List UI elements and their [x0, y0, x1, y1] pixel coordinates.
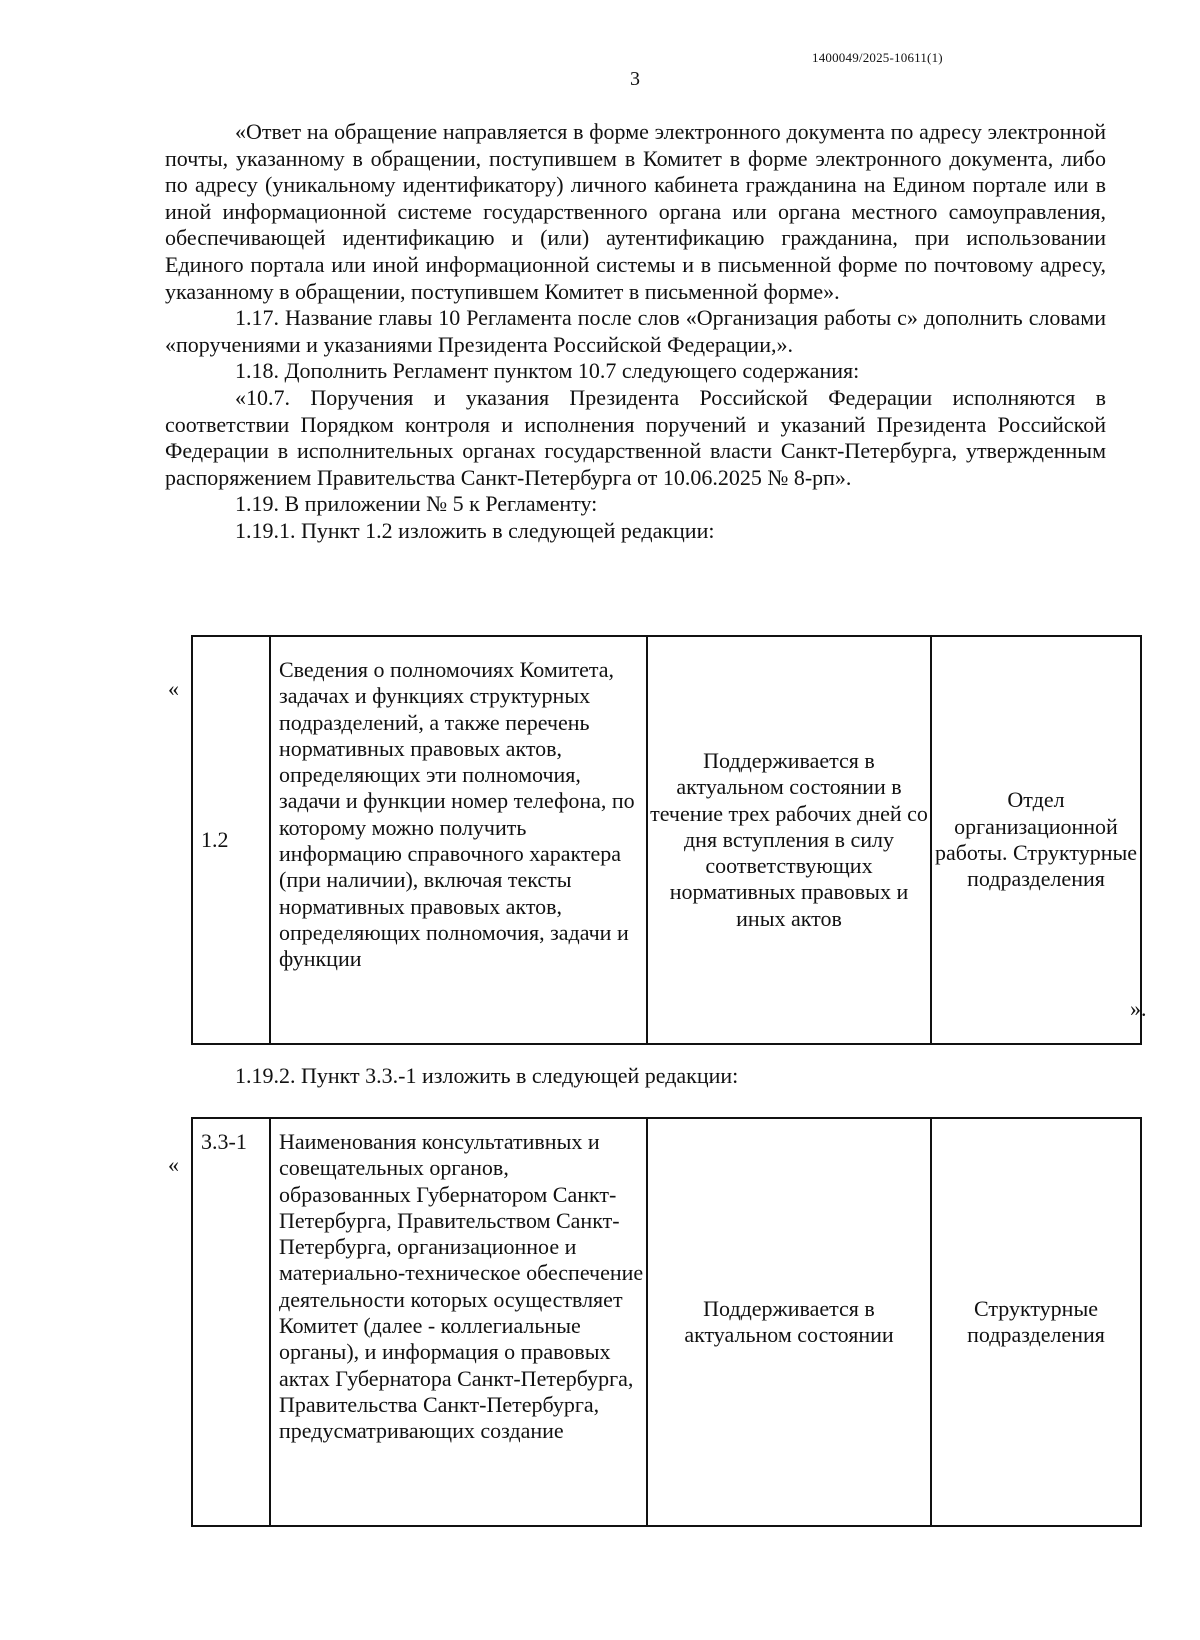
- item-update-term: Поддерживается в актуальном состоянии: [647, 1118, 931, 1526]
- paragraph-1-18: 1.18. Дополнить Регламент пунктом 10.7 следующего содержания:: [235, 358, 860, 384]
- table2-open-quote: «: [168, 1152, 179, 1177]
- paragraph-1-19-2: 1.19.2. Пункт 3.3.-1 изложить в следующей редакции:: [235, 1063, 739, 1088]
- paragraph-1-19: 1.19. В приложении № 5 к Регламенту:: [235, 491, 598, 517]
- item-information: Наименования консультативных и совещательных органов, образованных Губернатором Санкт-Петербурга, Правительством Санкт-Петербурга, организационное и материально-техническое обеспечение деятельности которых осуществляет Комитет (далее - коллегиальные органы), и информация о правовых актах Губернатора Санкт-Петербурга, Правительства Санкт-Петербурга, предусматривающих создание: [270, 1118, 647, 1526]
- paragraph-response-quote: «Ответ на обращение направляется в форме электронного документа по адресу электронной почты, указанному в обращении, поступившем в Комитет в форме электронного документа, либо по адресу (уникальному идентификатору) личного кабинета гражданина на Едином портале или в иной информационной системе государственного органа или органа местного самоуправления, обеспечивающей идентификацию и (или) аутентификацию гражданина, при использовании Единого портала или иной информационной системы и в письменной форме по почтовому адресу, указанному в обращении, поступившем Комитет в письменной форме».: [165, 119, 1106, 304]
- item-number: 1.2: [192, 636, 270, 1044]
- item-responsible: Структурные подразделения: [931, 1118, 1141, 1526]
- paragraph-1-17: 1.17. Название главы 10 Регламента после слов «Организация работы с» дополнить словами «поручениями и указаниями Президента Российской Федерации,».: [165, 305, 1106, 357]
- table1-open-quote: «: [168, 676, 179, 701]
- table-row: [192, 1118, 1141, 1526]
- table-row: [192, 636, 1141, 1044]
- page-number: 3: [630, 68, 640, 90]
- table-item-3-3-1: [191, 1117, 1142, 1527]
- paragraph-1-19-1: 1.19.1. Пункт 1.2 изложить в следующей редакции:: [235, 517, 715, 543]
- body-text: [165, 119, 1106, 545]
- item-update-term: Поддерживается в актуальном состоянии в течение трех рабочих дней со дня вступления в силу соответствующих нормативных правовых и иных актов: [647, 636, 931, 1044]
- table1-close-quote: ».: [1130, 996, 1147, 1021]
- item-number: 3.3-1: [192, 1118, 270, 1526]
- document-number: 1400049/2025-10611(1): [812, 50, 943, 65]
- item-responsible: Отдел организационной работы. Структурные подразделения: [931, 636, 1141, 1044]
- table-item-1-2: [191, 635, 1142, 1045]
- item-information: Сведения о полномочиях Комитета, задачах и функциях структурных подразделений, а также перечень нормативных правовых актов, определяющих эти полномочия, задачи и функции номер телефона, по которому можно получить информацию справочного характера (при наличии), включая тексты нормативных правовых актов, определяющих полномочия, задачи и функции: [270, 636, 647, 1044]
- paragraph-10-7: «10.7. Поручения и указания Президента Российской Федерации исполняются в соответствии Порядком контроля и исполнения поручений и указаний Президента Российской Федерации в исполнительных органах государственной власти Санкт-Петербурга, утвержденным распоряжением Правительства Санкт-Петербурга от 10.06.2025 № 8-рп».: [165, 384, 1106, 490]
